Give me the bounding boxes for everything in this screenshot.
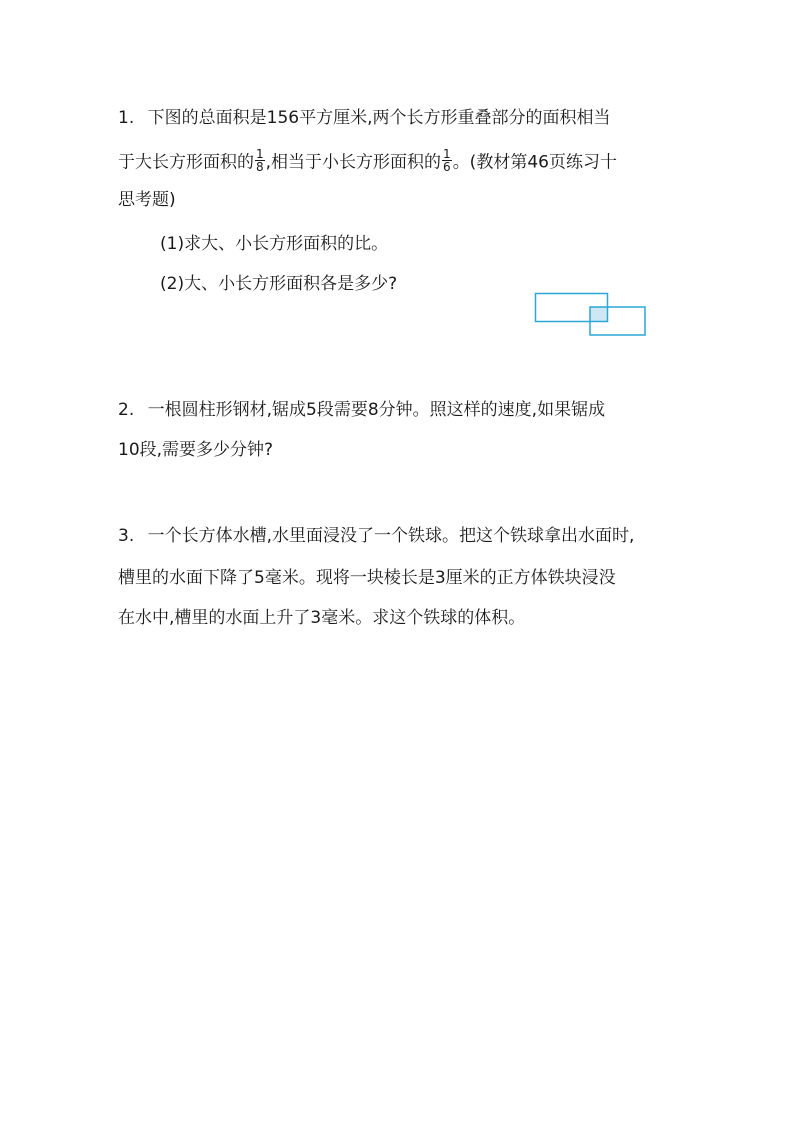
fraction-denominator: 8 [256, 160, 264, 174]
q1-sub2-text: (2)大、小长方形面积各是多少? [160, 274, 398, 294]
q1-text-line2-b: ,相当于小长方形面积的 [265, 152, 442, 173]
q3-number: 3. [118, 526, 135, 546]
q3-text-line2: 槽里的水面下降了5毫米。现将一块棱长是3厘米的正方体铁块浸没 [118, 568, 616, 588]
q3-line-3 [118, 606, 525, 630]
rectangles-svg [534, 292, 648, 338]
q1-text-line1: 下图的总面积是156平方厘米,两个长方形重叠部分的面积相当 [147, 108, 611, 128]
fraction-numerator: 1 [256, 147, 264, 161]
q3-text-line3: 在水中,槽里的水面上升了3毫米。求这个铁球的体积。 [118, 608, 526, 628]
q3-line-1 [118, 524, 634, 548]
q3-line-2 [118, 566, 616, 590]
q1-line-1 [118, 106, 611, 130]
q2-line-2 [118, 438, 273, 462]
fraction-one-eighth [255, 148, 265, 173]
q1-sub-question-1 [160, 232, 388, 256]
overlap-region [590, 307, 608, 321]
q1-line-2 [118, 147, 617, 175]
q2-text-line1: 一根圆柱形钢材,锯成5段需要8分钟。照这样的速度,如果锯成 [147, 400, 606, 420]
q1-number: 1. [118, 108, 135, 128]
fraction-one-sixth [442, 148, 452, 173]
q1-text-line2-c: 。(教材第46页练习十 [452, 152, 617, 173]
fraction-numerator: 1 [443, 147, 451, 161]
q1-line-3 [118, 188, 176, 212]
q1-text-line3: 思考题) [118, 190, 176, 210]
overlapping-rectangles-diagram [534, 292, 648, 338]
q1-text-line2-a: 于大长方形面积的 [118, 152, 254, 173]
q2-line-1 [118, 398, 605, 422]
q3-text-line1: 一个长方体水槽,水里面浸没了一个铁球。把这个铁球拿出水面时, [147, 526, 635, 546]
q2-text-line2: 10段,需要多少分钟? [118, 440, 274, 460]
q1-sub-question-2 [160, 272, 397, 296]
q2-number: 2. [118, 400, 135, 420]
q1-sub1-text: (1)求大、小长方形面积的比。 [160, 234, 389, 254]
fraction-denominator: 6 [443, 160, 451, 174]
